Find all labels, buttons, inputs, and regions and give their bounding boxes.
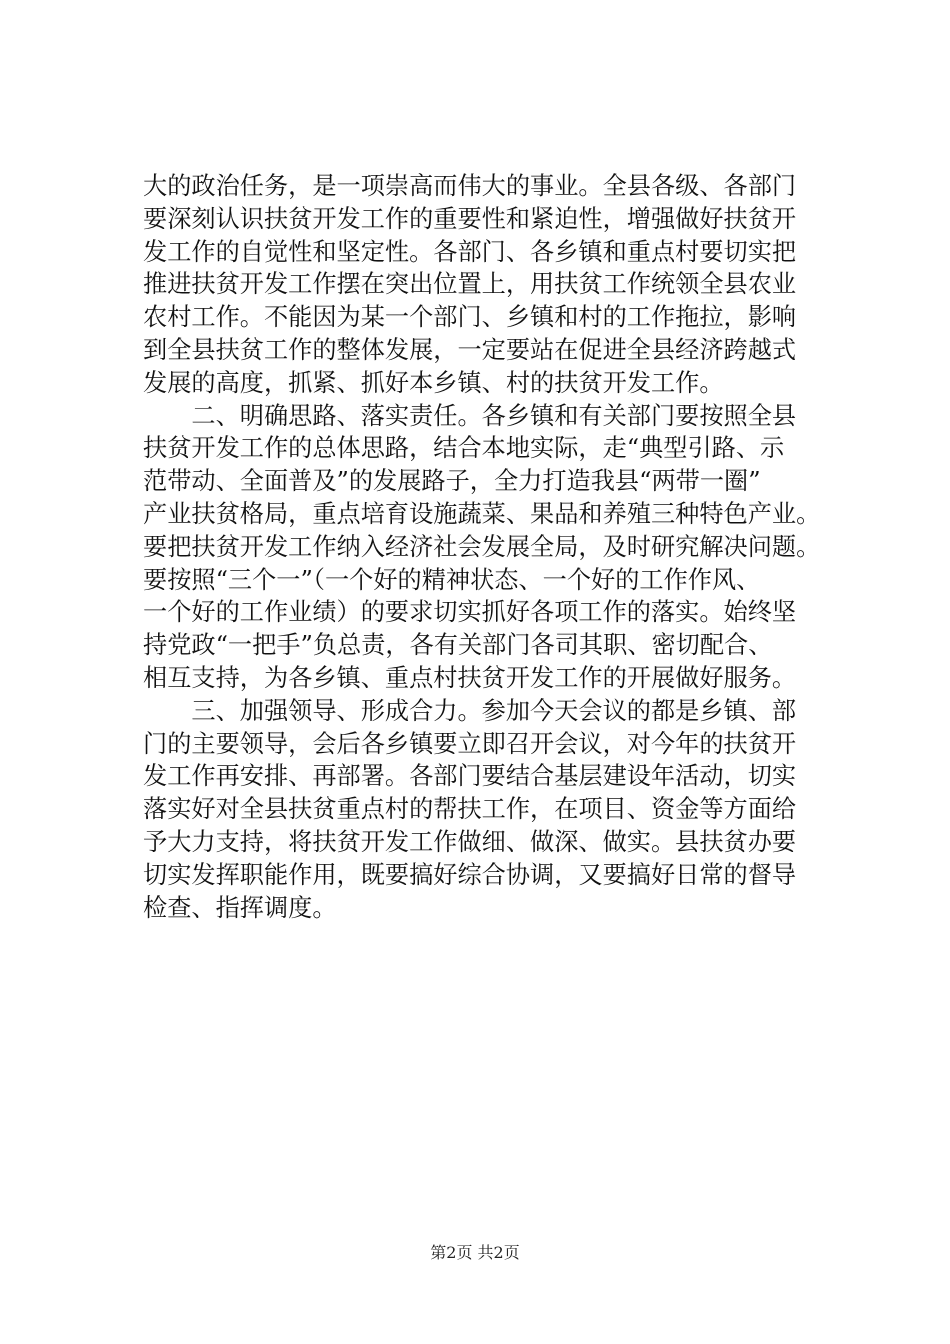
text-line: 检查、指挥调度。	[143, 893, 337, 922]
page-footer: 第2页 共2页	[430, 1243, 520, 1262]
text-line: 相互支持，为各乡镇、重点村扶贫开发工作的开展做好服务。	[143, 663, 797, 692]
document-body	[143, 170, 821, 924]
text-line: 要深刻认识扶贫开发工作的重要性和紧迫性，增强做好扶贫开	[143, 204, 797, 233]
text-line: 二、明确思路、落实责任。各乡镇和有关部门要按照全县	[143, 401, 797, 430]
text-line: 到全县扶贫工作的整体发展，一定要站在促进全县经济跨越式	[143, 335, 797, 364]
text-line: 大的政治任务，是一项崇高而伟大的事业。全县各级、各部门	[143, 172, 797, 200]
text-line: 予大力支持，将扶贫开发工作做细、做深、做实。县扶贫办要	[143, 827, 797, 856]
text-line: 持党政“一把手”负总责，各有关部门各司其职、密切配合、	[143, 631, 773, 660]
text-line: 一个好的工作业绩）的要求切实抓好各项工作的落实。始终坚	[143, 598, 797, 627]
text-line: 落实好对全县扶贫重点村的帮扶工作，在项目、资金等方面给	[143, 795, 797, 824]
text-line: 范带动、全面普及”的发展路子，全力打造我县“两带一圈”	[143, 467, 761, 496]
text-line: 发展的高度，抓紧、抓好本乡镇、村的扶贫开发工作。	[143, 368, 724, 397]
text-line: 农村工作。不能因为某一个部门、乡镇和村的工作拖拉，影响	[143, 303, 797, 332]
text-line: 推进扶贫开发工作摆在突出位置上，用扶贫工作统领全县农业	[143, 270, 797, 299]
text-line: 要把扶贫开发工作纳入经济社会发展全局，及时研究解决问题。	[143, 532, 821, 561]
text-line: 切实发挥职能作用，既要搞好综合协调，又要搞好日常的督导	[143, 860, 797, 889]
text-line: 门的主要领导，会后各乡镇要立即召开会议，对今年的扶贫开	[143, 729, 797, 758]
text-line: 发工作的自觉性和坚定性。各部门、各乡镇和重点村要切实把	[143, 237, 797, 266]
text-line: 产业扶贫格局，重点培育设施蔬菜、果品和养殖三种特色产业。	[143, 499, 821, 528]
text-line: 要按照“三个一”（一个好的精神状态、一个好的工作作风、	[143, 565, 761, 594]
text-line: 三、加强领导、形成合力。参加今天会议的都是乡镇、部	[143, 696, 797, 725]
text-line: 发工作再安排、再部署。各部门要结合基层建设年活动，切实	[143, 762, 797, 791]
text-line: 扶贫开发工作的总体思路，结合本地实际，走“典型引路、示	[143, 434, 785, 463]
